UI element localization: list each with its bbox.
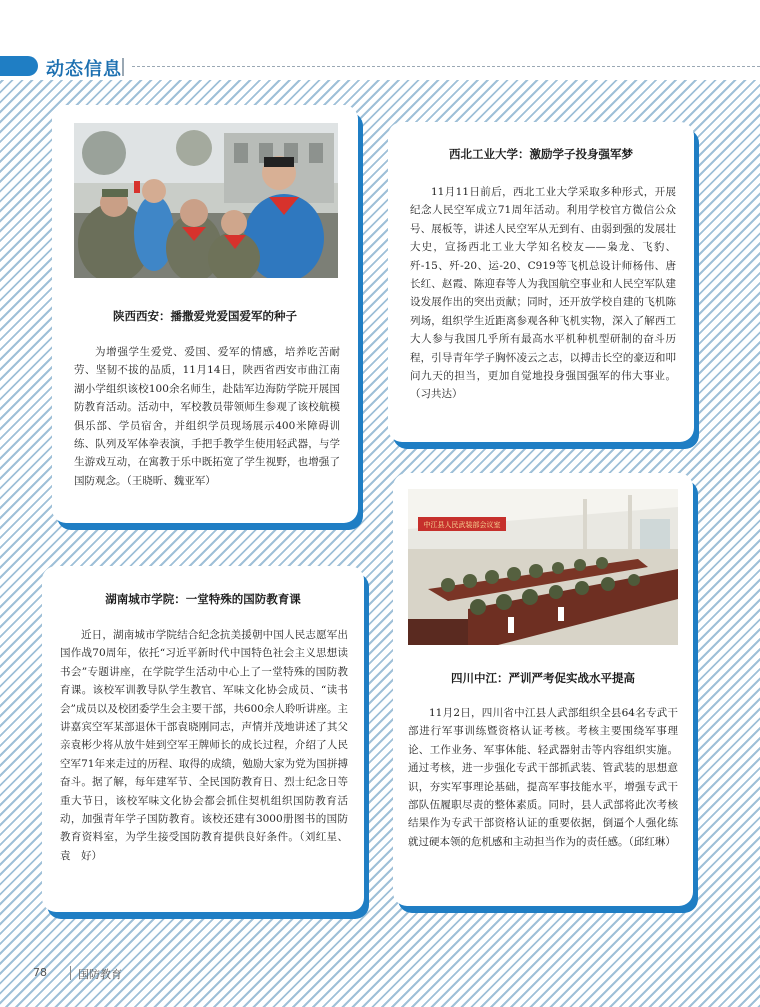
- article-body: 为增强学生爱党、爱国、爱军的情感，培养吃苦耐劳、坚韧不拔的品质，11月14日，陕西省西安市曲江南湖小学组织该校100余名师生，赴陆军边海防学院开展国防教育活动。活动中，军校教员带领师生参观了该校航模俱乐部、学员宿舍，并组织学员现场展示400米障碍训练、队列及军体拳表演，手把手教学生使用轻武器，与学生游戏互动，在寓教于乐中既拓宽了学生视野，也增强了国防观念。（王晓昕、魏亚军）: [74, 346, 340, 487]
- header-dashed-rule: [132, 66, 760, 67]
- article-body: 11月11日前后，西北工业大学采取多种形式，开展纪念人民空军成立71周年活动。利用学校官方微信公众号、展板等，讲述人民空军从无到有、由弱到强的发展壮大史，宣扬西北工业大学知名校友——枭龙、飞豹、歼-15、歼-20、运-20、C919等飞机总设计师杨伟、唐长红、赵霞、陈迎春等人为我国航空事业和人民空军队建设发展作出的突出贡献；同时，还开放学校自建的飞机陈列场，组织学生近距离参观各种飞机实物，深入了解西工大人参与我国几乎所有最高水平机种机型研制的奋斗历程，引导青年学子胸怀凌云之志，以搏击长空的豪迈和叩问九天的担当，更加自觉地投身强国强军的伟大事业。（习共达）: [410, 186, 676, 401]
- article-card-nwpu: [388, 122, 694, 442]
- magazine-name: 国防教育: [78, 968, 122, 981]
- article-body: 近日，湖南城市学院结合纪念抗美援朝中国人民志愿军出国作战70周年，依托“习近平新时代中国特色社会主义思想读书会”专题讲座，在学院学生活动中心上了一堂特殊的国防教育课。该校军训教导队学生教官、军味文化协会成员、“读书会”成员以及校团委学生会主要干部，共600余人聆听讲座。主讲嘉宾空军某部退休干部袁晓刚同志，声情并茂地讲述了其父亲袁彬少将从放牛娃到空军王牌师长的成长过程，介绍了人民空军71年来走过的历程、取得的成绩，勉励大家为党为国拼搏奋斗。据了解，每年建军节、全民国防教育日、烈士纪念日等重大节日，该校军味文化协会都会抓住契机组织国防教育活动，加强青年学子国防教育。该校还建有3000册图书的国防教育资料室，为学生接受国防教育提供良好条件。（刘红星、袁 好）: [60, 629, 348, 862]
- footer-divider: [70, 966, 71, 980]
- hall-banner-text: 中江县人民武装部会议室: [423, 521, 501, 529]
- article-title: 西北工业大学：激励学子投身强军梦: [449, 147, 633, 161]
- article-title: 陕西西安：播撒爱党爱国爱军的种子: [113, 309, 297, 323]
- section-title: 动态信息: [46, 59, 122, 80]
- article-card-hunan: [42, 566, 364, 912]
- section-tab-marker: [0, 56, 38, 76]
- article-card-xian: [52, 105, 358, 523]
- photo-exam-hall: [408, 489, 678, 645]
- page-number: 78: [33, 966, 47, 979]
- article-photo-xian: [74, 123, 338, 278]
- article-title: 四川中江：严训严考促实战水平提高: [451, 671, 635, 685]
- article-body: 11月2日，四川省中江县人武部组织全县64名专武干部进行军事训练暨资格认证考核。考核主要围绕军事理论、工作业务、军事体能、轻武器射击等内容组织实施。通过考核，进一步强化专武干部抓武装、管武装的思想意识，夯实军事理论基础，提高军事技能水平，增强专武干部队伍履职尽责的整体素质。同时，县人武部将此次考核结果作为专武干部资格认证的重要依据，倒逼个人强化练就过硬本领的危机感和主动担当作为的责任感。（邱红琳）: [408, 707, 678, 848]
- article-photo-zhongjiang: [408, 489, 678, 645]
- photo-students-soldiers: [74, 123, 338, 278]
- article-card-zhongjiang: [393, 473, 693, 906]
- title-divider: [122, 58, 124, 76]
- article-title: 湖南城市学院：一堂特殊的国防教育课: [105, 592, 301, 606]
